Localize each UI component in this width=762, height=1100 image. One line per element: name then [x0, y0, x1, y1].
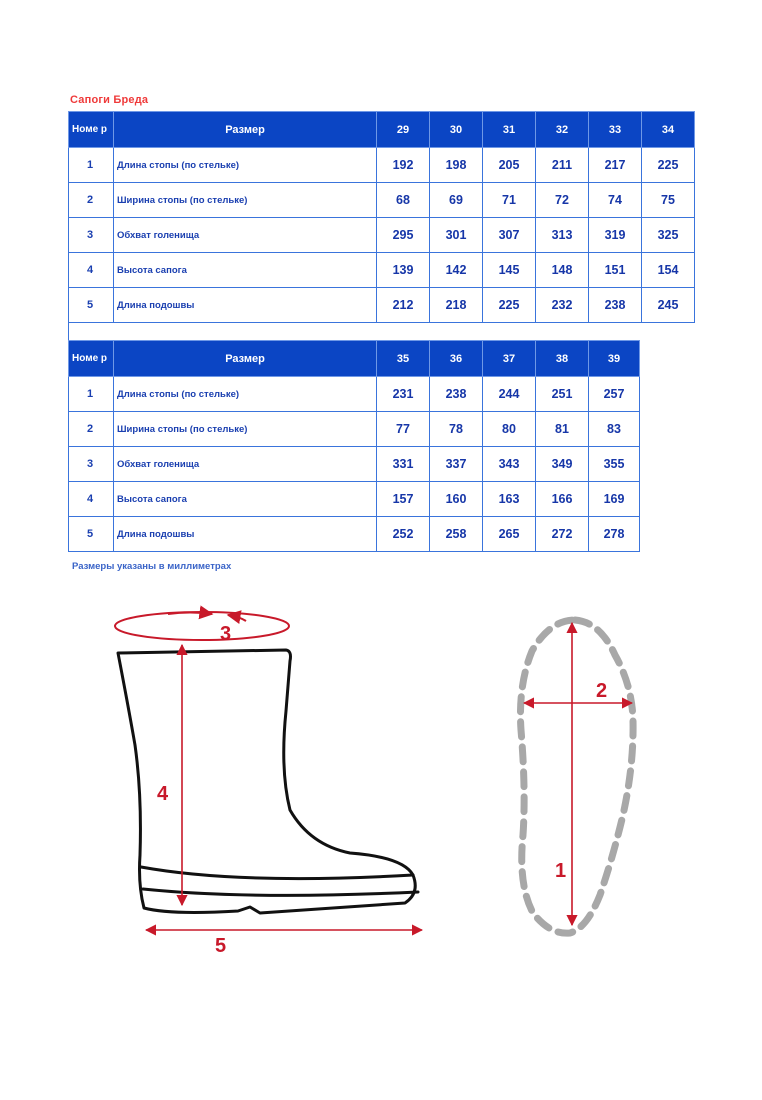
table-cell: 74: [589, 183, 642, 218]
table-cell: 265: [483, 517, 536, 552]
table-cell: 160: [430, 482, 483, 517]
header-size: 34: [642, 112, 695, 148]
table-cell: 251: [536, 377, 589, 412]
header-size: 38: [536, 341, 589, 377]
row-number: 5: [69, 288, 114, 323]
table-cell: 139: [377, 253, 430, 288]
insole-outline-icon: [520, 620, 633, 933]
row-number: 5: [69, 517, 114, 552]
table-cell: 157: [377, 482, 430, 517]
boot-icon: [118, 650, 418, 913]
table-cell: 245: [642, 288, 695, 323]
table-cell: 169: [589, 482, 640, 517]
table-cell: 212: [377, 288, 430, 323]
page-title: Сапоги Бреда: [70, 94, 149, 106]
row-label: Ширина стопы (по стельке): [114, 183, 377, 218]
table-row: [69, 412, 640, 447]
table-cell: 244: [483, 377, 536, 412]
table-cell: 232: [536, 288, 589, 323]
table-cell: 301: [430, 218, 483, 253]
table-cell: 307: [483, 218, 536, 253]
circumference-arrow: [168, 613, 212, 615]
units-note: Размеры указаны в миллиметрах: [72, 561, 232, 572]
table-cell: 325: [642, 218, 695, 253]
row-label: Высота сапога: [114, 482, 377, 517]
table-row: [69, 183, 695, 218]
table-cell: 71: [483, 183, 536, 218]
header-size: 31: [483, 112, 536, 148]
table-cell: 337: [430, 447, 483, 482]
header-number: Номе р: [69, 112, 114, 148]
circumference-arrow: [228, 615, 246, 621]
header-size-label: Размер: [114, 112, 377, 148]
table-row: [69, 253, 695, 288]
table-header-row: [69, 112, 695, 148]
table-cell: 78: [430, 412, 483, 447]
table-row: [69, 288, 695, 323]
table-cell: 331: [377, 447, 430, 482]
label-height: 4: [157, 783, 169, 805]
table-row: [69, 517, 640, 552]
table-cell: 80: [483, 412, 536, 447]
table-cell: 75: [642, 183, 695, 218]
row-number: 2: [69, 183, 114, 218]
table-cell: 154: [642, 253, 695, 288]
table-cell: 81: [536, 412, 589, 447]
header-size: 36: [430, 341, 483, 377]
row-number: 1: [69, 377, 114, 412]
table-row: [69, 482, 640, 517]
table-cell: 238: [589, 288, 642, 323]
table-cell: 217: [589, 148, 642, 183]
row-number: 4: [69, 253, 114, 288]
row-number: 3: [69, 218, 114, 253]
table-row: [69, 377, 640, 412]
table-cell: 72: [536, 183, 589, 218]
row-label: Длина подошвы: [114, 517, 377, 552]
table-cell: 205: [483, 148, 536, 183]
row-label: Обхват голенища: [114, 218, 377, 253]
table-cell: 258: [430, 517, 483, 552]
table-cell: 198: [430, 148, 483, 183]
table-cell: 225: [483, 288, 536, 323]
size-table-2: [68, 340, 640, 552]
table-cell: 151: [589, 253, 642, 288]
table-cell: 225: [642, 148, 695, 183]
table-cell: 148: [536, 253, 589, 288]
header-size: 35: [377, 341, 430, 377]
row-label: Высота сапога: [114, 253, 377, 288]
row-number: 2: [69, 412, 114, 447]
table-cell: 355: [589, 447, 640, 482]
table-cell: 319: [589, 218, 642, 253]
table-cell: 192: [377, 148, 430, 183]
header-size: 33: [589, 112, 642, 148]
table-cell: 295: [377, 218, 430, 253]
row-number: 1: [69, 148, 114, 183]
table-cell: 145: [483, 253, 536, 288]
size-table-1: [68, 111, 695, 323]
table-row: [69, 447, 640, 482]
header-size-label: Размер: [114, 341, 377, 377]
table-cell: 252: [377, 517, 430, 552]
header-size: 39: [589, 341, 640, 377]
row-label: Длина стопы (по стельке): [114, 377, 377, 412]
label-foot-width: 2: [596, 680, 608, 702]
header-number: Номе р: [69, 341, 114, 377]
table-cell: 218: [430, 288, 483, 323]
label-foot-length: 1: [555, 860, 567, 882]
table-cell: 231: [377, 377, 430, 412]
table-cell: 77: [377, 412, 430, 447]
header-size: 32: [536, 112, 589, 148]
table-cell: 343: [483, 447, 536, 482]
header-size: 37: [483, 341, 536, 377]
circumference-ring: [115, 612, 289, 640]
table-cell: 313: [536, 218, 589, 253]
table-cell: 166: [536, 482, 589, 517]
table-cell: 68: [377, 183, 430, 218]
table-cell: 278: [589, 517, 640, 552]
table-cell: 257: [589, 377, 640, 412]
measurement-diagram: [100, 595, 660, 965]
header-size: 29: [377, 112, 430, 148]
row-number: 4: [69, 482, 114, 517]
table-cell: 69: [430, 183, 483, 218]
row-label: Обхват голенища: [114, 447, 377, 482]
row-label: Длина подошвы: [114, 288, 377, 323]
table-cell: 142: [430, 253, 483, 288]
table-cell: 211: [536, 148, 589, 183]
table-cell: 272: [536, 517, 589, 552]
table-cell: 238: [430, 377, 483, 412]
row-number: 3: [69, 447, 114, 482]
label-circumference: 3: [220, 623, 232, 645]
row-label: Ширина стопы (по стельке): [114, 412, 377, 447]
label-sole-length: 5: [215, 935, 227, 957]
table-row: [69, 218, 695, 253]
table-divider: [68, 322, 69, 340]
table-header-row: [69, 341, 640, 377]
row-label: Длина стопы (по стельке): [114, 148, 377, 183]
table-cell: 163: [483, 482, 536, 517]
table-row: [69, 148, 695, 183]
header-size: 30: [430, 112, 483, 148]
table-cell: 349: [536, 447, 589, 482]
table-cell: 83: [589, 412, 640, 447]
